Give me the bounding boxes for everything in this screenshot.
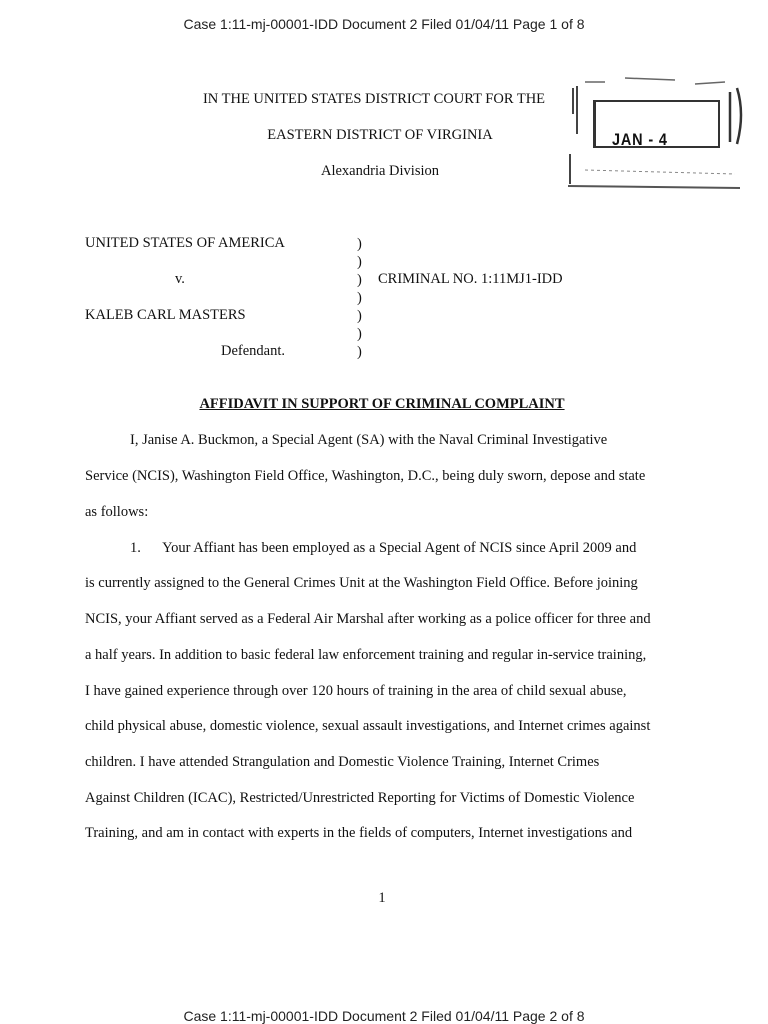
body-line: Training, and am in contact with experts in the fields of computers, Internet investigations and — [85, 825, 633, 841]
ecf-header-next-page: Case 1:11-mj-00001-IDD Document 2 Filed 01/04/11 Page 2 of 8 — [183, 1008, 585, 1024]
body-line: I have gained experience through over 120 hours of training in the area of child sexual abuse, — [85, 683, 627, 699]
body-line: children. I have attended Strangulation and Domestic Violence Training, Internet Crimes — [85, 754, 600, 770]
body-line: is currently assigned to the General Crimes Unit at the Washington Field Office. Before joining — [85, 575, 638, 591]
caption-parentheses: ) ) ) ) ) ) ) — [357, 236, 362, 360]
document-title: AFFIDAVIT IN SUPPORT OF CRIMINAL COMPLAINT — [199, 396, 565, 412]
case-number: CRIMINAL NO. 1:11MJ1-IDD — [378, 271, 563, 287]
caption-defendant: KALEB CARL MASTERS — [85, 307, 246, 323]
body-line: as follows: — [85, 504, 149, 520]
filed-stamp-date: JAN - 4 — [612, 130, 668, 149]
body-line: child physical abuse, domestic violence, sexual assault investigations, and Internet crimes against — [85, 718, 651, 734]
body-line: NCIS, your Affiant served as a Federal Air Marshal after working as a police officer for three and — [85, 611, 651, 627]
caption-defendant-role: Defendant. — [221, 343, 286, 359]
ecf-header-top: Case 1:11-mj-00001-IDD Document 2 Filed 01/04/11 Page 1 of 8 — [183, 16, 585, 32]
court-heading-division: Alexandria Division — [321, 163, 439, 179]
body-line: Against Children (ICAC), Restricted/Unrestricted Reporting for Victims of Domestic Violence — [85, 790, 635, 806]
court-heading-line1: IN THE UNITED STATES DISTRICT COURT FOR THE — [202, 91, 546, 107]
page-number: 1 — [378, 890, 386, 906]
body-line: I, Janise A. Buckmon, a Special Agent (SA) with the Naval Criminal Investigative — [130, 432, 608, 448]
body-line: Service (NCIS), Washington Field Office, Washington, D.C., being duly sworn, depose and state — [85, 468, 646, 484]
caption-plaintiff: UNITED STATES OF AMERICA — [85, 235, 285, 251]
body-line: a half years. In addition to basic federal law enforcement training and regular in-service training, — [85, 647, 647, 663]
caption-versus: v. — [175, 271, 185, 287]
court-heading-line2: EASTERN DISTRICT OF VIRGINIA — [267, 127, 493, 143]
body-line: 1. Your Affiant has been employed as a Special Agent of NCIS since April 2009 and — [130, 540, 637, 556]
